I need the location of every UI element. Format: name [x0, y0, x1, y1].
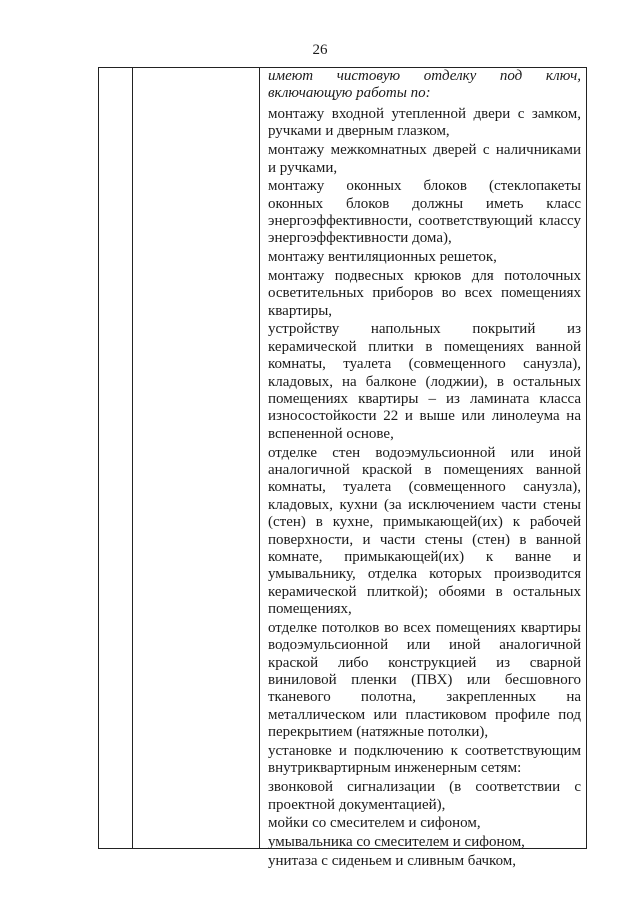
- list-item: монтажу вентиляционных решеток,: [268, 249, 497, 266]
- list-item: мойки со смесителем и сифоном,: [268, 815, 481, 832]
- list-item: отделке потолков во всех помещениях квартиры водоэмульсионной или иной аналогичной краской либо конструкцией из сварной виниловой пленки (ПВХ) или бесшовного тканевого полотна, закрепленных на металлическом или пластиковом профиле под перекрытием (натяжные потолки),: [268, 619, 581, 741]
- page-number: 26: [312, 42, 328, 58]
- intro-line-1: имеют чистовую отделку под ключ,: [268, 68, 581, 84]
- intro-line-2: включающую работы по:: [268, 85, 431, 101]
- table-column-number: [99, 68, 133, 848]
- intro-text: [268, 68, 581, 102]
- list-item: звонковой сигнализации (в соответствии с проектной документацией),: [268, 779, 581, 813]
- list-item: отделке стен водоэмульсионной или иной аналогичной краской в помещениях ванной комнаты, туалета (совмещенного санузла), кладовых, кухни (за исключением части стены (стен) в кухне, примыкающей(их) к рабочей поверхности, и части стены (стен) в ванной комнате, примыкающей(их) к ванне и умывальнику, отделка которых производится керамической плиткой); обоями в остальных помещениях,: [268, 444, 581, 618]
- table-column-description: [260, 68, 586, 869]
- list-item: устройству напольных покрытий из керамической плитки в помещениях ванной комнаты, туалета (совмещенного санузла), кладовых, на балконе (лоджии), в остальных помещениях квартиры – из ламината класса износостойкости 22 и выше или линолеума на вспененной основе,: [268, 321, 581, 442]
- list-item: монтажу межкомнатных дверей с наличниками и ручками,: [268, 142, 581, 176]
- list-item: установке и подключению к соответствующим внутриквартирным инженерным сетям:: [268, 743, 581, 777]
- list-item: монтажу входной утепленной двери с замком, ручками и дверным глазком,: [268, 106, 581, 140]
- document-table: [98, 67, 587, 869]
- list-item: монтажу подвесных крюков для потолочных осветительных приборов во всех помещениях квартиры,: [268, 267, 581, 319]
- list-item: умывальника со смесителем и сифоном,: [268, 833, 525, 850]
- list-item: монтажу оконных блоков (стеклопакеты оконных блоков должны иметь класс энергоэффективности, соответствующий классу энергоэффективности дома),: [268, 178, 581, 247]
- list-item: унитаза с сиденьем и сливным бачком,: [268, 852, 517, 869]
- table-column-name: [133, 68, 260, 848]
